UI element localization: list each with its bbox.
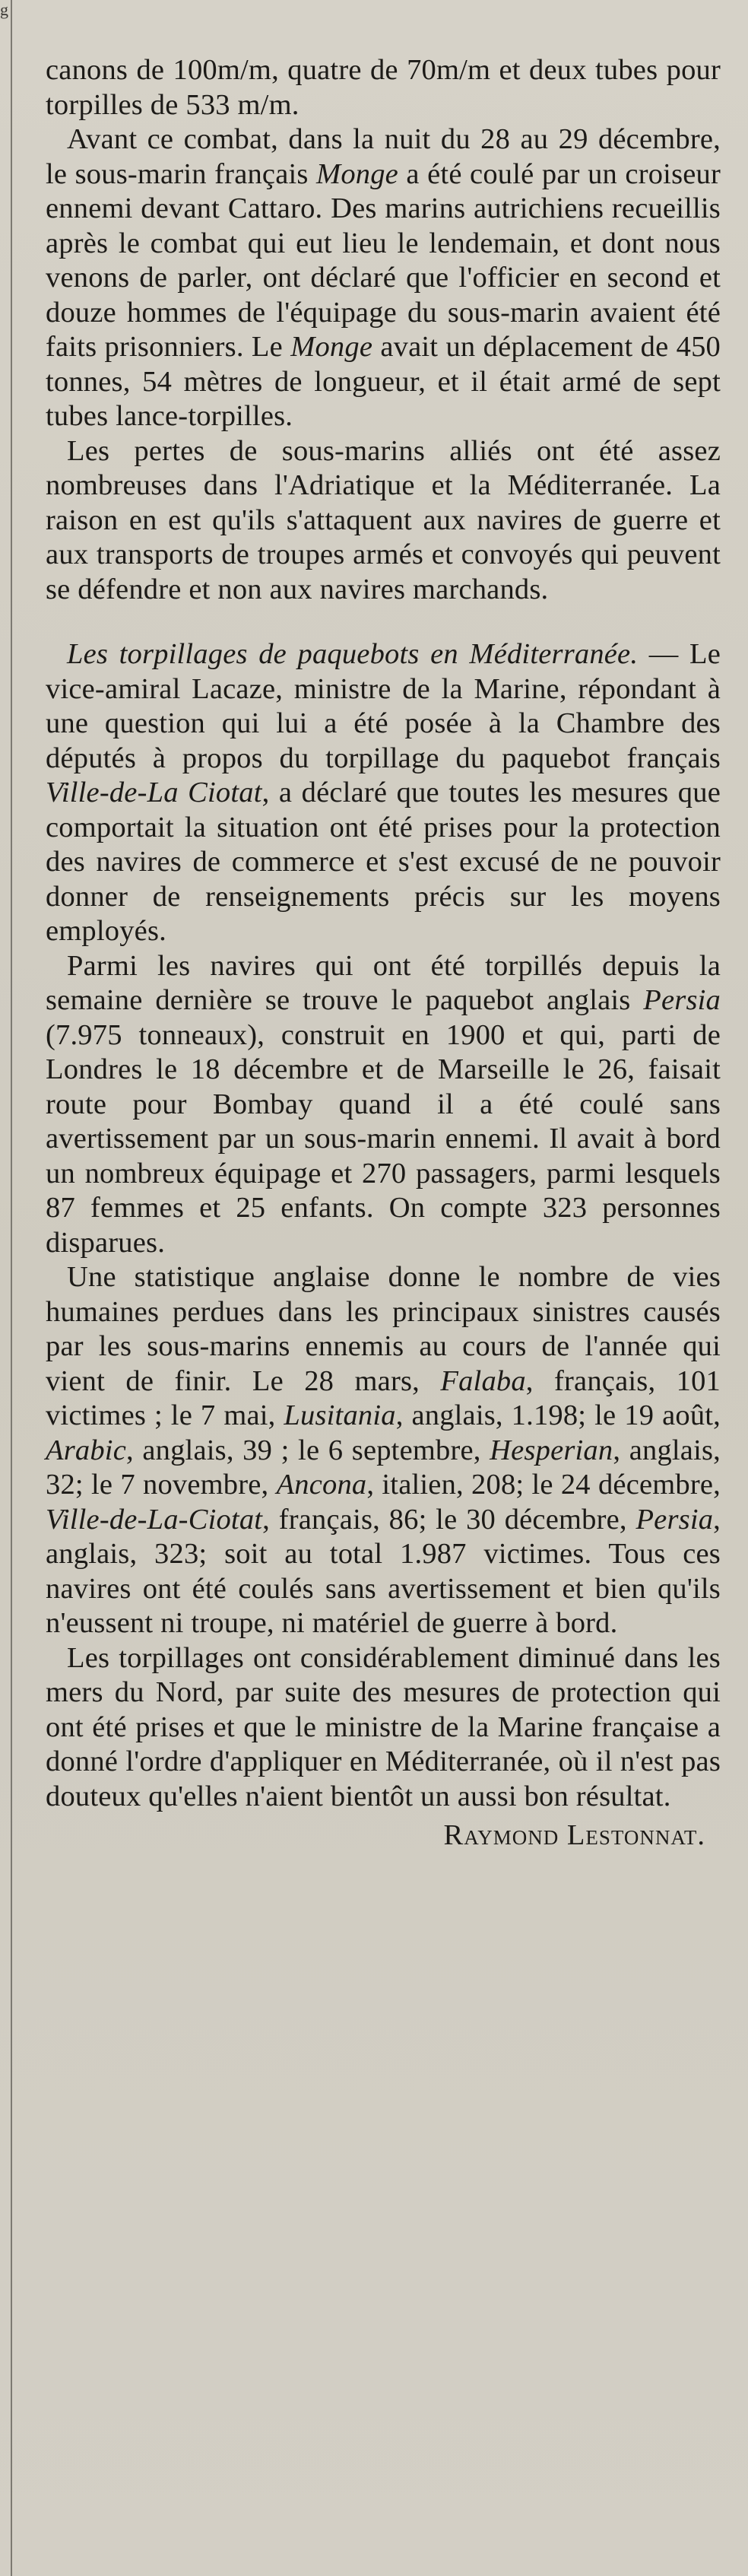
paragraph-torpillages-heading <box>46 637 721 949</box>
italic-text: Falaba <box>440 1364 526 1397</box>
paragraph-persia <box>46 949 721 1261</box>
text-run: , anglais, 1.198; le 19 août, <box>395 1399 721 1431</box>
text-run: Une statistique anglaise donne le nombre de vies humaines perdues dans les principaux sinistres causés par les sous-marins ennemis au cours de l'année qui vient de finir. Le 28 mars, <box>46 1261 721 1397</box>
italic-text: Monge <box>316 157 398 190</box>
text-run: , français, 86; le 30 décembre, <box>262 1503 636 1536</box>
column-rule <box>11 0 12 2576</box>
paragraph-armament: canons de 100m/m, quatre de 70m/m et deux tubes pour torpilles de 533 m/m. <box>46 54 721 121</box>
italic-text: Persia <box>635 1503 714 1536</box>
author-signature: Raymond Lestonnat. <box>443 1819 705 1851</box>
paragraph-monge <box>46 122 721 434</box>
paragraph-north-seas: Les torpillages ont considérablement diminué dans les mers du Nord, par suite des mesures de protection qui ont été prises et que le ministre de la Marine française a donné l'ordre d'appliquer en Méditerranée, où il n'est pas douteux qu'elles n'aient bientôt un aussi bon résultat. <box>46 1641 721 1812</box>
text-run: a été coulé par un croiseur ennemi devant Cattaro. Des marins autrichiens recueillis après le combat qui eut lieu le lendemain, et dont nous venons de parler, ont déclaré que l'officier en second et douze hommes de l'équipage du sous-marin avaient été faits prisonniers. Le <box>46 157 721 363</box>
italic-text: Monge <box>290 331 373 363</box>
text-run: , italien, 208; le 24 décembre, <box>366 1469 721 1501</box>
section-gap <box>46 607 721 637</box>
italic-text: Hesperian <box>490 1434 613 1466</box>
italic-text: Les torpillages de paquebots en Méditerranée. <box>67 638 639 670</box>
article-column <box>46 53 721 1853</box>
text-run: Avant ce combat, dans la nuit du 28 au 29 décembre, le sous-marin français <box>46 123 721 190</box>
italic-text: Lusitania <box>284 1399 396 1431</box>
paragraph-allied-losses: Les pertes de sous-marins alliés ont été assez nombreuses dans l'Adriatique et la Méditerranée. La raison en est qu'ils s'attaquent aux navires de guerre et aux transports de troupes armés et convoyés qui peuvent se défendre et non aux navires marchands. <box>46 434 721 605</box>
text-run: , anglais, 323; soit au total 1.987 victimes. Tous ces navires ont été coulés sans avertissement et bien qu'ils n'eussent ni troupe, ni matériel de guerre à bord. <box>46 1503 721 1639</box>
text-run: , français, 101 victimes ; le 7 mai, <box>46 1364 721 1431</box>
italic-text: Persia <box>643 984 721 1016</box>
text-run: — Le vice-amiral Lacaze, ministre de la Marine, répondant à une question qui lui a été posée à la Chambre des députés à propos du torpillage du paquebot français <box>46 638 721 774</box>
text-run: , anglais, 39 ; le 6 septembre, <box>126 1434 490 1466</box>
italic-text: Ancona <box>276 1469 367 1501</box>
paragraph-statistics <box>46 1260 721 1641</box>
italic-text: Ville-de-La-Ciotat <box>46 1503 263 1536</box>
text-run: , a déclaré que toutes les mesures que comportait la situation ont été prises pour la protection des navires de commerce et s'est excusé de ne pouvoir donner de renseignements précis sur les moyens employés. <box>46 777 721 947</box>
page-marker: g <box>0 0 8 19</box>
italic-text: Ville-de-La Ciotat <box>46 777 262 808</box>
text-run: (7.975 tonneaux), construit en 1900 et qui, parti de Londres le 18 décembre et de Marseille le 26, faisait route pour Bombay quand il a été coulé sans avertissement par un sous-marin ennemi. Il avait à bord un nombreux équipage et 270 passagers, parmi lesquels 87 femmes et 25 enfants. On compte 323 personnes disparues. <box>46 1018 721 1259</box>
italic-text: Arabic <box>46 1434 126 1466</box>
text-run: Parmi les navires qui ont été torpillés depuis la semaine dernière se trouve le paquebot anglais <box>46 949 721 1016</box>
text-run: avait un déplacement de 450 tonnes, 54 mètres de longueur, et il était armé de sept tubes lance-torpilles. <box>46 331 721 432</box>
text-run: , anglais, 32; le 7 novembre, <box>46 1434 721 1501</box>
